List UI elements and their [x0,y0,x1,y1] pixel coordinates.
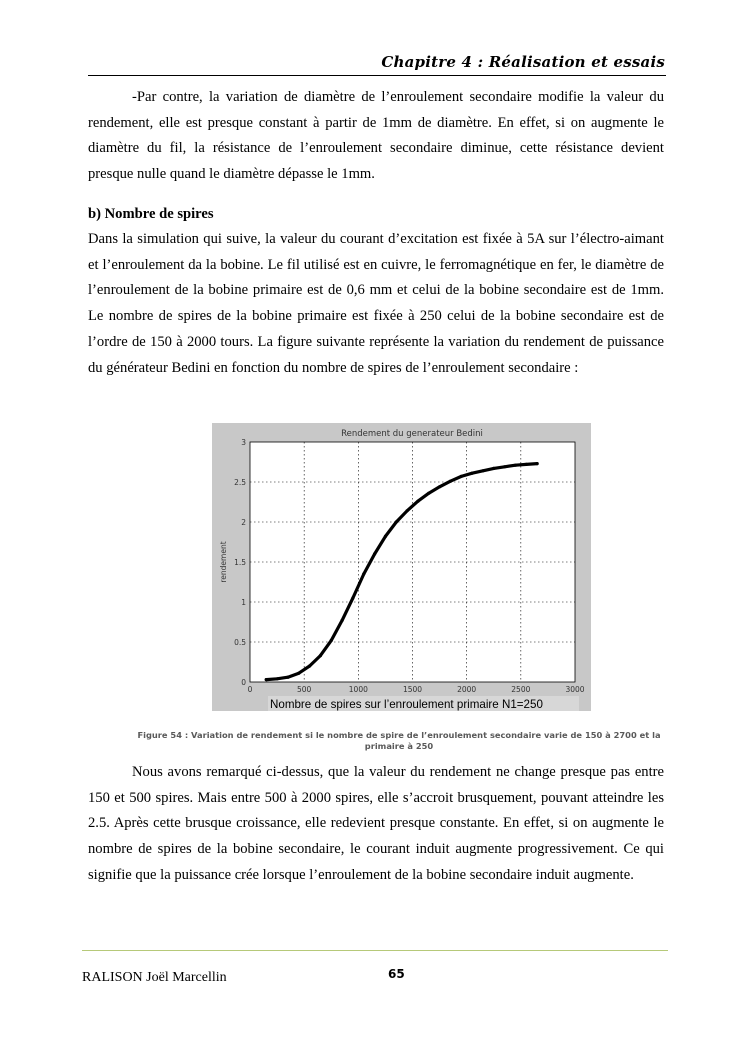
chart-title: Rendement du generateur Bedini [341,429,483,439]
chapter-header: Chapitre 4 : Réalisation et essais [381,53,665,71]
data-point [438,485,441,488]
figure-chart [212,423,591,711]
data-point [535,462,538,465]
data-point [308,664,311,667]
data-point [416,500,419,503]
y-tick-label: 0.5 [234,638,246,647]
data-point [460,475,463,478]
data-point [492,467,495,470]
data-point [265,678,268,681]
data-point [351,596,354,599]
data-point [525,463,528,466]
y-axis-label: rendement [219,541,228,583]
x-axis-label: Nombre de spires sur l’enroulement primaire N1=250 [270,698,543,711]
x-tick-label: 1500 [402,685,423,694]
paragraph-1: -Par contre, la variation de diamètre de l’enroulement secondaire modifie la valeur du rendement, elle est presque constant à partir de 1mm de diamètre. En effet, si on augmente le diamètre du fil, la résistance de l’enroulement secondaire diminue, cette résistance devient presque nulle quand le diamètre dépasse le 1mm. [88,89,664,183]
y-tick-label: 1.5 [234,558,246,567]
data-point [362,572,365,575]
x-tick-label: 1000 [348,685,368,694]
header-rule [88,75,666,76]
y-tick-label: 2 [241,518,246,527]
paragraph-3: Nous avons remarqué ci-dessus, que la valeur du rendement ne change presque pas entre 150 et 500 spires. Mais entre 500 à 2000 spires, elle s’accroit brusquement, pouvant atteindre les 2.5. Après cette brusque croissance, elle redevient presque constante. En effet, si on augmente le nombre de spires de la bobine secondaire, le courant induit augmente progressivement. Ce qui signifie que la puissance crée lorsque l’enroulement de la bobine secondaire induit augmente. [88,764,664,883]
data-point [373,552,376,555]
data-point [384,535,387,538]
x-tick-label: 500 [297,685,312,694]
data-point [481,469,484,472]
x-tick-label: 2000 [457,685,477,694]
data-point [286,676,289,679]
y-tick-label: 2.5 [234,478,246,487]
data-point [514,464,517,467]
y-tick-label: 3 [241,438,246,447]
data-point [405,509,408,512]
chart-svg [212,423,591,711]
data-point [319,654,322,657]
data-point [275,677,278,680]
data-point [330,639,333,642]
data-point [449,480,452,483]
y-tick-label: 0 [241,678,246,687]
data-point [470,472,473,475]
data-point [395,520,398,523]
paragraph-2: Dans la simulation qui suive, la valeur du courant d’excitation est fixée à 5A sur l’électro-aimant et l’enroulement da la bobine. Le fil utilisé est en cuivre, le ferromagnétique en fer, le diamètre de l’enroulement de la bobine primaire est de 0,6 mm et celui de la bobine secondaire est de 1mm. Le nombre de spires de la bobine primaire est fixée à 250 celui de la bobine secondaire est de l’ordre de 150 à 2000 tours. La figure suivante représente la variation du rendement de puissance du générateur Bedini en fonction du nombre de spires de l’enroulement secondaire : [88,231,664,376]
section-heading: b) Nombre de spires [88,206,214,222]
figure-caption: Figure 54 : Variation de rendement si le nombre de spire de l’enroulement secondaire varie de 150 à 2700 et la primaire à 250 [137,730,661,751]
data-point [503,465,506,468]
x-tick-label: 2500 [511,685,531,694]
data-point [340,619,343,622]
data-point [427,492,430,495]
page-number: 65 [388,967,405,981]
x-tick-label: 0 [247,685,253,694]
x-tick-label: 3000 [565,685,585,694]
footer-author: RALISON Joël Marcellin [82,970,227,985]
data-point [297,672,300,675]
footer-rule [82,950,668,951]
y-tick-label: 1 [241,598,246,607]
